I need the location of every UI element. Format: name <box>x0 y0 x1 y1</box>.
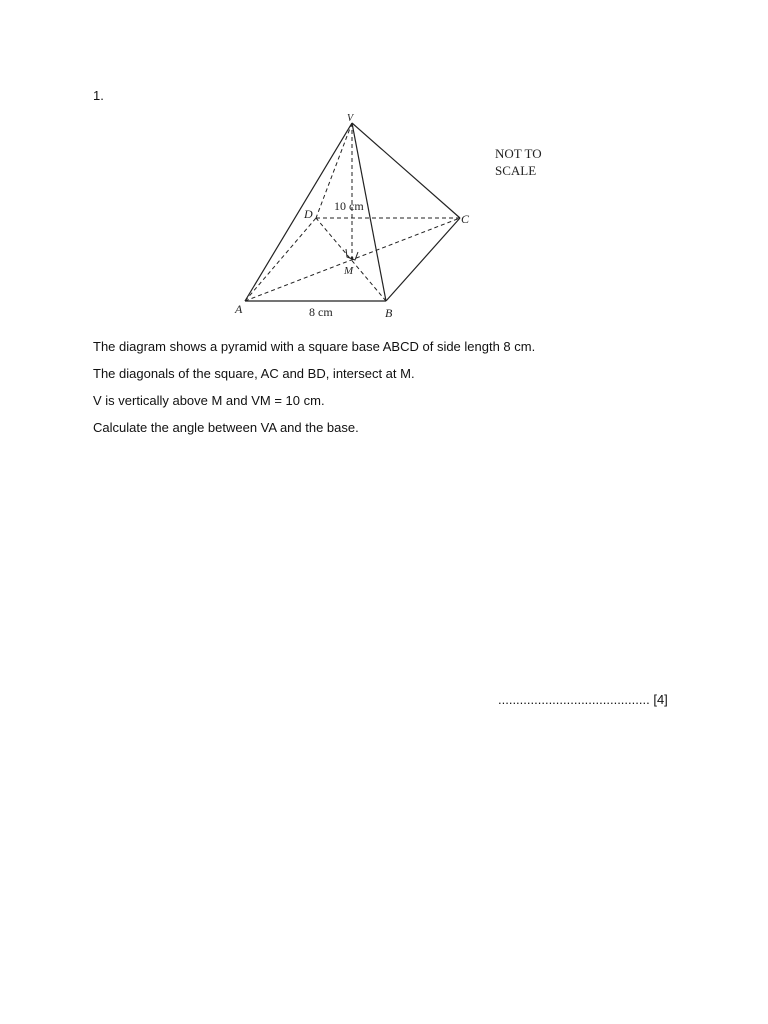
question-text-line-3: V is vertically above M and VM = 10 cm. <box>93 393 325 408</box>
edge-VC <box>352 123 460 218</box>
pyramid-diagram <box>230 108 480 323</box>
edge-AD <box>245 218 316 301</box>
marks-label: [4] <box>653 692 668 707</box>
answer-dots: .......................................... <box>498 692 650 707</box>
note-line-1: NOT TO <box>495 146 542 161</box>
note-line-2: SCALE <box>495 163 537 178</box>
edge-BC <box>386 218 460 301</box>
diagonal-BD <box>316 218 386 301</box>
question-text-line-4: Calculate the angle between VA and the base. <box>93 420 359 435</box>
label-B: B <box>385 306 393 320</box>
question-number: 1. <box>93 88 104 103</box>
question-text-line-2: The diagonals of the square, AC and BD, intersect at M. <box>93 366 415 381</box>
not-to-scale-note <box>495 145 542 179</box>
point-M <box>351 257 354 260</box>
question-text-line-1: The diagram shows a pyramid with a square base ABCD of side length 8 cm. <box>93 339 536 354</box>
label-D: D <box>304 207 313 221</box>
label-side: 8 cm <box>309 305 333 319</box>
answer-line <box>498 692 668 707</box>
label-height: 10 cm <box>334 199 364 213</box>
label-M: M <box>344 265 354 277</box>
label-C: C <box>461 212 470 226</box>
label-A: A <box>235 302 243 316</box>
label-V: V <box>347 113 354 124</box>
